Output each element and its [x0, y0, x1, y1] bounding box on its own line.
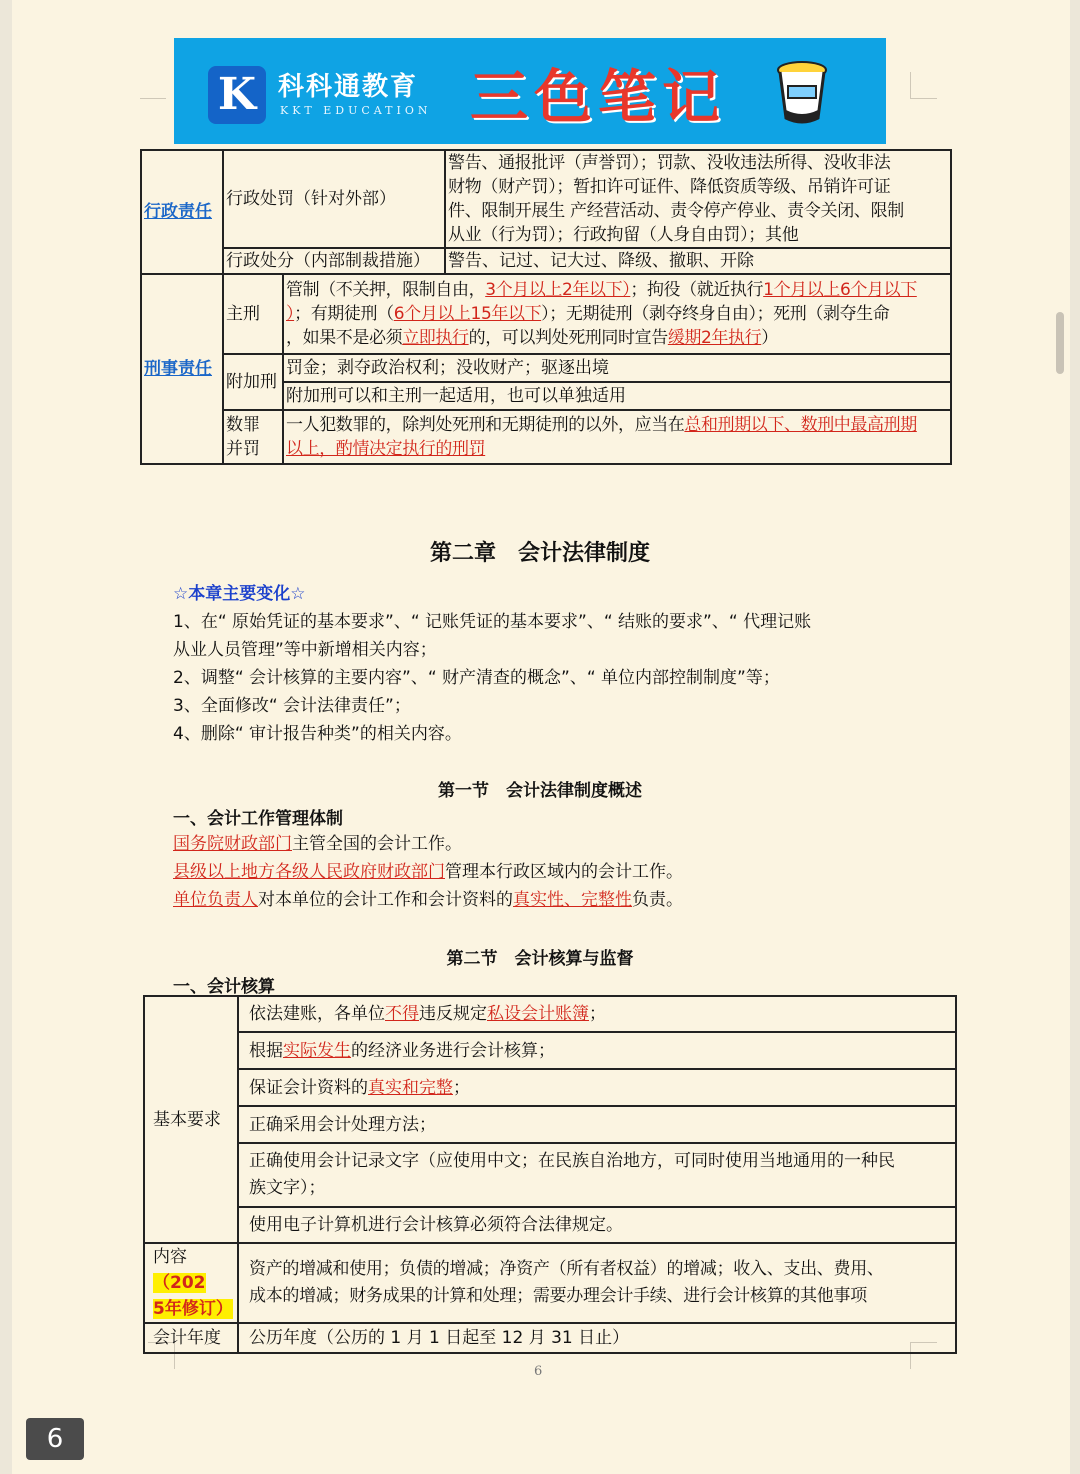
req-row: 使用电子计算机进行会计核算必须符合法律规定。: [238, 1207, 956, 1243]
legal-liability-table: [140, 149, 952, 465]
crop-mark: [140, 72, 166, 99]
s1-line-1: 国务院财政部门主管全国的会计工作。: [173, 834, 462, 854]
additional-penalty-desc-1: 罚金；剥夺政治权利；没收财产；驱逐出境: [283, 354, 951, 382]
fiscal-year-cell: 会计年度: [144, 1323, 238, 1353]
section-2-title: 第二节 会计核算与监督: [446, 949, 634, 969]
page-number: 6: [534, 1364, 543, 1379]
multi-crime-desc: 一人犯数罪的，除判处死刑和无期徒刑的以外，应当在总和刑期以下、数刑中最高刑期 以上，酌情决定执行的刑罚: [283, 410, 951, 464]
accounting-table: [143, 995, 957, 1354]
additional-penalty-desc-2: 附加刑可以和主刑一起适用，也可以单独适用: [283, 382, 951, 410]
change-item: 3、全面修改“ 会计法律责任”；: [173, 696, 411, 716]
content-desc: 资产的增减和使用；负债的增减；净资产（所有者权益）的增减；收入、支出、费用、 成本的增减；财务成果的计算和处理；需要办理会计手续、进行会计核算的其他事项: [238, 1243, 956, 1323]
scrollbar-thumb[interactable]: [1056, 312, 1064, 374]
changes-title: ☆本章主要变化☆: [173, 584, 306, 604]
req-row: 依法建账，各单位不得违反规定私设会计账簿；: [238, 996, 956, 1032]
admin-penalty-desc: 警告、通报批评（声誉罚）；罚款、没收违法所得、没收非法 财物（财产罚）；暂扣许可证件、降低资质等级、吊销许可证 件、限制开展生 产经营活动、责令停产停业、责令关闭、限制 从业（行为罚）；行政拘留（人身自由罚）；其他: [445, 150, 951, 248]
main-penalty-cell: 主刑: [223, 274, 283, 354]
chapter-title: 第二章 会计法律制度: [429, 541, 650, 566]
main-penalty-desc: 管制（不关押，限制自由，3个月以上2年以下）；拘役（就近执行1个月以上6个月以下 ）；有期徒刑（6个月以上15年以下）；无期徒刑（剥夺终身自由）；死刑（剥夺生命 ，如果不是必须立即执行的，可以判处死刑同时宣告缓期2年执行）: [283, 274, 951, 354]
crim-resp-cell: 刑事责任: [141, 274, 223, 464]
req-row: 正确采用会计处理方法；: [238, 1106, 956, 1143]
kkt-logo-icon: K: [208, 66, 266, 124]
change-item: 1、在“ 原始凭证的基本要求”、“ 记账凭证的基本要求”、“ 结账的要求”、“ 代理记账: [173, 612, 812, 632]
change-item: 4、删除“ 审计报告种类”的相关内容。: [173, 724, 462, 744]
section-2-heading: 一、会计核算: [173, 977, 275, 997]
req-row: 根据实际发生的经济业务进行会计核算；: [238, 1032, 956, 1069]
banner-title: 三色笔记: [470, 63, 727, 131]
req-row: 保证会计资料的真实和完整；: [238, 1069, 956, 1106]
section-1-heading: 一、会计工作管理体制: [173, 809, 343, 829]
req-row: 正确使用会计记录文字（应使用中文；在民族自治地方，可同时使用当地通用的一种民 族文字）；: [238, 1143, 956, 1207]
header-banner: [174, 38, 886, 144]
admin-resp-cell: 行政责任: [141, 150, 223, 274]
additional-penalty-cell: 附加刑: [223, 354, 283, 410]
section-1-title: 第一节 会计法律制度概述: [438, 781, 642, 801]
pen-cup-icon: [774, 60, 830, 126]
admin-sanction-desc: 警告、记过、记大过、降级、撤职、开除: [445, 248, 951, 274]
change-item: 2、调整“ 会计核算的主要内容”、“ 财产清查的概念”、“ 单位内部控制制度”等；: [173, 668, 780, 688]
admin-penalty-cell: 行政处罚（针对外部）: [223, 150, 445, 248]
s1-line-2: 县级以上地方各级人民政府财政部门管理本行政区域内的会计工作。: [173, 862, 683, 882]
brand-name: 科科通教育: [278, 72, 419, 102]
content-cell: 内容（202 5年修订）: [144, 1243, 238, 1323]
brand-name-en: KKT EDUCATION: [280, 104, 432, 117]
fiscal-year-desc: 公历年度（公历的 1 月 1 日起至 12 月 31 日止）: [238, 1323, 956, 1353]
crop-mark: [910, 72, 937, 99]
admin-sanction-cell: 行政处分（内部制裁措施）: [223, 248, 445, 274]
s1-line-3: 单位负责人对本单位的会计工作和会计资料的真实性、完整性负责。: [173, 890, 683, 910]
multi-crime-cell: 数罪 并罚: [223, 410, 283, 464]
change-item: 从业人员管理”等中新增相关内容；: [173, 640, 437, 660]
page-badge[interactable]: 6: [26, 1418, 84, 1460]
basic-req-cell: 基本要求: [144, 996, 238, 1243]
